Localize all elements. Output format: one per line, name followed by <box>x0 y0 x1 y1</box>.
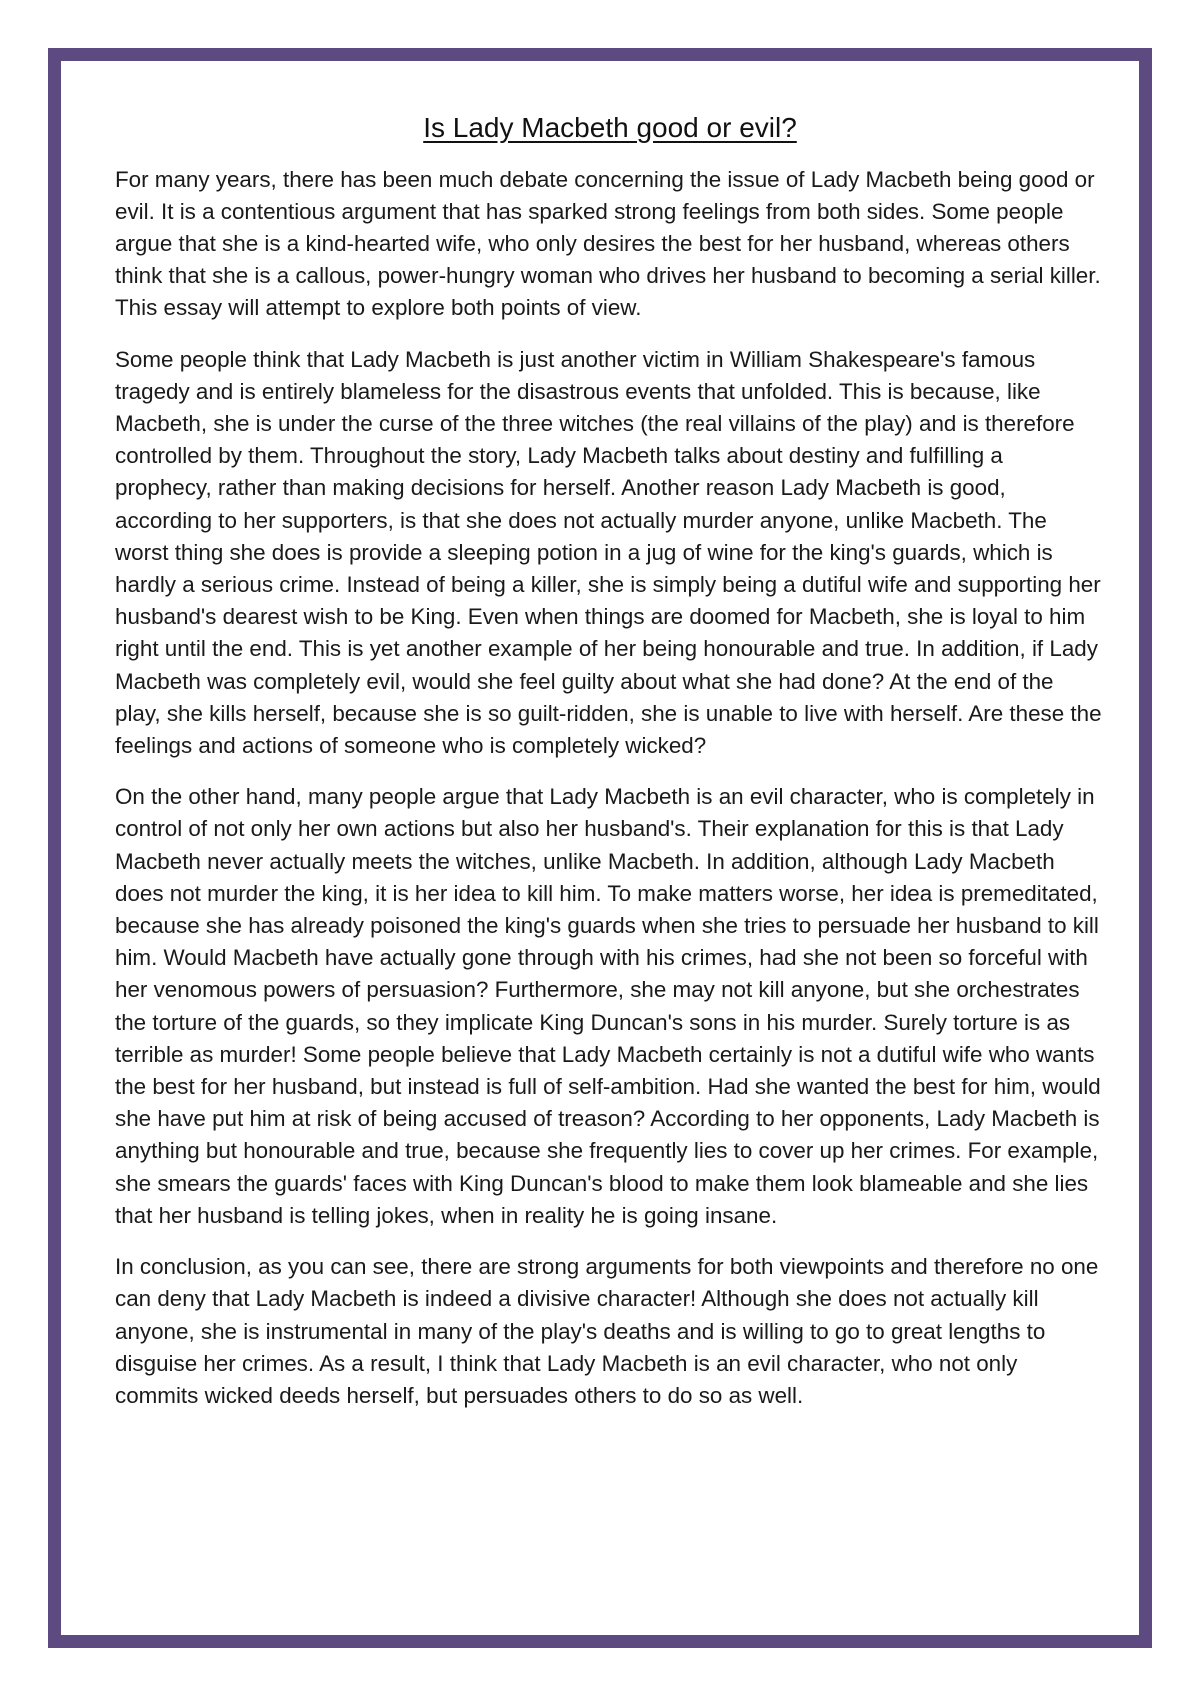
paragraph-good-argument: Some people think that Lady Macbeth is just another victim in William Shakespeare's famous tragedy and is entirely blameless for the disastrous events that unfolded. This is because, like Macbeth, she is under the curse of the three witches (the real villains of the play) and is therefore controlled by them. Throughout the story, Lady Macbeth talks about destiny and fulfilling a prophecy, rather than making decisions for herself. Another reason Lady Macbeth is good, according to her supporters, is that she does not actually murder anyone, unlike Macbeth. The worst thing she does is provide a sleeping potion in a jug of wine for the king's guards, which is hardly a serious crime. Instead of being a killer, she is simply being a dutiful wife and supporting her husband's dearest wish to be King. Even when things are doomed for Macbeth, she is loyal to him right until the end. This is yet another example of her being honourable and true. In addition, if Lady Macbeth was completely evil, would she feel guilty about what she had done? At the end of the play, she kills herself, because she is so guilt-ridden, she is unable to live with herself. Are these the feelings and actions of someone who is completely wicked? <box>115 346 1102 759</box>
paragraph-introduction: For many years, there has been much debate concerning the issue of Lady Macbeth being good or evil. It is a contentious argument that has sparked strong feelings from both sides. Some people argue that she is a kind-hearted wife, who only desires the best for her husband, whereas others think that she is a callous, power-hungry woman who drives her husband to becoming a serial killer. This essay will attempt to explore both points of view. <box>115 166 1101 321</box>
essay-title: Is Lady Macbeth good or evil? <box>423 112 797 143</box>
essay-body <box>115 111 1105 1431</box>
paragraph-conclusion: In conclusion, as you can see, there are strong arguments for both viewpoints and therefore no one can deny that Lady Macbeth is indeed a divisive character! Although she does not actually kill anyone, she is instrumental in many of the play's deaths and is willing to go to great lengths to disguise her crimes. As a result, I think that Lady Macbeth is an evil character, who not only commits wicked deeds herself, but persuades others to do so as well. <box>115 1254 1099 1408</box>
paragraph-evil-argument: On the other hand, many people argue that Lady Macbeth is an evil character, who is completely in control of not only her own actions but also her husband's. Their explanation for this is that Lady Macbeth never actually meets the witches, unlike Macbeth. In addition, although Lady Macbeth does not murder the king, it is her idea to kill him. To make matters worse, her idea is premeditated, because she has already poisoned the king's guards when she tries to persuade her husband to kill him. Would Macbeth have actually gone through with his crimes, had she not been so forceful with her venomous powers of persuasion? Furthermore, she may not kill anyone, but she orchestrates the torture of the guards, so they implicate King Duncan's sons in his murder. Surely torture is as terrible as murder! Some people believe that Lady Macbeth certainly is not a dutiful wife who wants the best for her husband, but instead is full of self-ambition. Had she wanted the best for him, would she have put him at risk of being accused of treason? According to her opponents, Lady Macbeth is anything but honourable and true, because she frequently lies to cover up her crimes. For example, she smears the guards' faces with King Duncan's blood to make them look blameable and she lies that her husband is telling jokes, when in reality he is going insane. <box>115 784 1101 1228</box>
